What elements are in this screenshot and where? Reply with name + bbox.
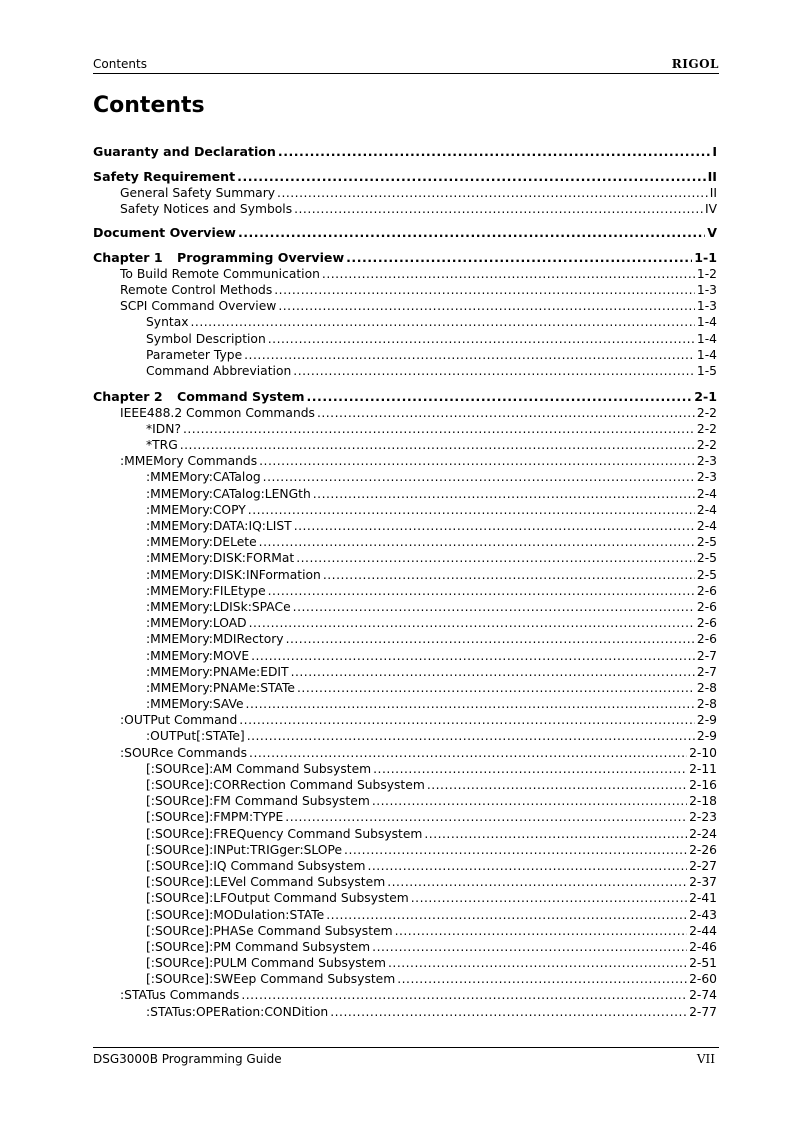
toc-entry[interactable]: [:SOURce]:FMPM:TYPE ..... 2-23: [93, 809, 717, 825]
toc-entry[interactable]: :MMEMory:SAVe ..... 2-8: [93, 696, 717, 712]
toc-entry[interactable]: [:SOURce]:MODulation:STATe ..... 2-43: [93, 907, 717, 923]
toc-entry[interactable]: :MMEMory:DELete ..... 2-5: [93, 534, 717, 550]
toc-entry[interactable]: :MMEMory Commands ..... 2-3: [93, 453, 717, 469]
dot-leader: [278, 143, 710, 160]
toc-entry[interactable]: :MMEMory:PNAMe:STATe ..... 2-8: [93, 680, 717, 696]
toc-entry[interactable]: General Safety Summary ..... II: [93, 185, 717, 201]
toc-entry[interactable]: *TRG ..... 2-2: [93, 437, 717, 453]
toc-entry-document-overview[interactable]: Document Overview ..... V: [93, 224, 717, 241]
footer-page-number: VII: [696, 1052, 715, 1066]
toc-entry[interactable]: :MMEMory:MDIRectory ..... 2-6: [93, 631, 717, 647]
footer-divider: [93, 1047, 719, 1048]
page-header: [93, 57, 719, 73]
toc-entry[interactable]: [:SOURce]:PM Command Subsystem ..... 2-46: [93, 939, 717, 955]
toc-entry[interactable]: :MMEMory:COPY ..... 2-4: [93, 502, 717, 518]
brand-logo-text: RIGOL: [671, 57, 719, 71]
toc-entry[interactable]: [:SOURce]:LEVel Command Subsystem ..... 2-37: [93, 874, 717, 890]
dot-leader: [238, 224, 705, 241]
toc-entry[interactable]: :STATus Commands ..... 2-74: [93, 987, 717, 1003]
toc-entry[interactable]: IEEE488.2 Common Commands ..... 2-2: [93, 405, 717, 421]
toc-entry[interactable]: To Build Remote Communication ..... 1-2: [93, 266, 717, 282]
toc-entry[interactable]: :MMEMory:CATalog ..... 2-3: [93, 469, 717, 485]
toc-entry[interactable]: [:SOURce]:IQ Command Subsystem ..... 2-27: [93, 858, 717, 874]
toc-entry-safety[interactable]: Safety Requirement ..... II: [93, 168, 717, 185]
toc-entry-chapter-2[interactable]: Chapter 2 Command System ..... 2-1: [93, 388, 717, 405]
toc-entry[interactable]: :MMEMory:FILEtype ..... 2-6: [93, 583, 717, 599]
toc-entry[interactable]: Symbol Description ..... 1-4: [93, 331, 717, 347]
toc-entry[interactable]: [:SOURce]:PULM Command Subsystem ..... 2-51: [93, 955, 717, 971]
toc-entry[interactable]: [:SOURce]:CORRection Command Subsystem ..... 2-16: [93, 777, 717, 793]
toc-entry[interactable]: Remote Control Methods ..... 1-3: [93, 282, 717, 298]
toc-entry[interactable]: :SOURce Commands ..... 2-10: [93, 745, 717, 761]
toc-entry[interactable]: *IDN? ..... 2-2: [93, 421, 717, 437]
toc-entry[interactable]: [:SOURce]:LFOutput Command Subsystem ..... 2-41: [93, 890, 717, 906]
toc-entry[interactable]: Safety Notices and Symbols ..... IV: [93, 201, 717, 217]
toc-entry[interactable]: [:SOURce]:INPut:TRIGger:SLOPe ..... 2-26: [93, 842, 717, 858]
toc-entry[interactable]: SCPI Command Overview ..... 1-3: [93, 298, 717, 314]
toc-entry[interactable]: :MMEMory:CATalog:LENGth ..... 2-4: [93, 486, 717, 502]
toc-entry[interactable]: :OUTPut[:STATe] ..... 2-9: [93, 728, 717, 744]
toc-entry[interactable]: Parameter Type ..... 1-4: [93, 347, 717, 363]
toc-entry[interactable]: :STATus:OPERation:CONDition ..... 2-77: [93, 1004, 717, 1020]
toc-entry[interactable]: :OUTPut Command ..... 2-9: [93, 712, 717, 728]
page-footer: [93, 1052, 719, 1066]
toc-entry[interactable]: :MMEMory:MOVE ..... 2-7: [93, 648, 717, 664]
toc-entry[interactable]: :MMEMory:DISK:FORMat ..... 2-5: [93, 550, 717, 566]
toc-entry[interactable]: :MMEMory:LOAD ..... 2-6: [93, 615, 717, 631]
toc-entry[interactable]: Command Abbreviation ..... 1-5: [93, 363, 717, 379]
toc-entry-guaranty[interactable]: Guaranty and Declaration ..... I: [93, 143, 717, 160]
toc-entry[interactable]: [:SOURce]:AM Command Subsystem ..... 2-11: [93, 761, 717, 777]
toc-entry[interactable]: [:SOURce]:FREQuency Command Subsystem ..... 2-24: [93, 826, 717, 842]
toc-entry-chapter-1[interactable]: Chapter 1 Programming Overview ..... 1-1: [93, 249, 717, 266]
footer-guide-title: DSG3000B Programming Guide: [93, 1052, 282, 1066]
toc-entry[interactable]: Syntax ..... 1-4: [93, 314, 717, 330]
dot-leader: [306, 388, 692, 405]
header-divider: [93, 73, 719, 74]
toc-entry[interactable]: :MMEMory:PNAMe:EDIT ..... 2-7: [93, 664, 717, 680]
toc-entry[interactable]: [:SOURce]:FM Command Subsystem ..... 2-18: [93, 793, 717, 809]
table-of-contents: [93, 143, 717, 1020]
dot-leader: [346, 249, 692, 266]
toc-entry[interactable]: [:SOURce]:SWEep Command Subsystem ..... 2-60: [93, 971, 717, 987]
toc-entry[interactable]: :MMEMory:DISK:INFormation ..... 2-5: [93, 567, 717, 583]
toc-entry[interactable]: :MMEMory:DATA:IQ:LIST ..... 2-4: [93, 518, 717, 534]
toc-entry[interactable]: :MMEMory:LDISk:SPACe ..... 2-6: [93, 599, 717, 615]
dot-leader: [237, 168, 705, 185]
page-title: Contents: [93, 93, 205, 118]
header-section: Contents: [93, 57, 147, 71]
toc-entry[interactable]: [:SOURce]:PHASe Command Subsystem ..... 2-44: [93, 923, 717, 939]
